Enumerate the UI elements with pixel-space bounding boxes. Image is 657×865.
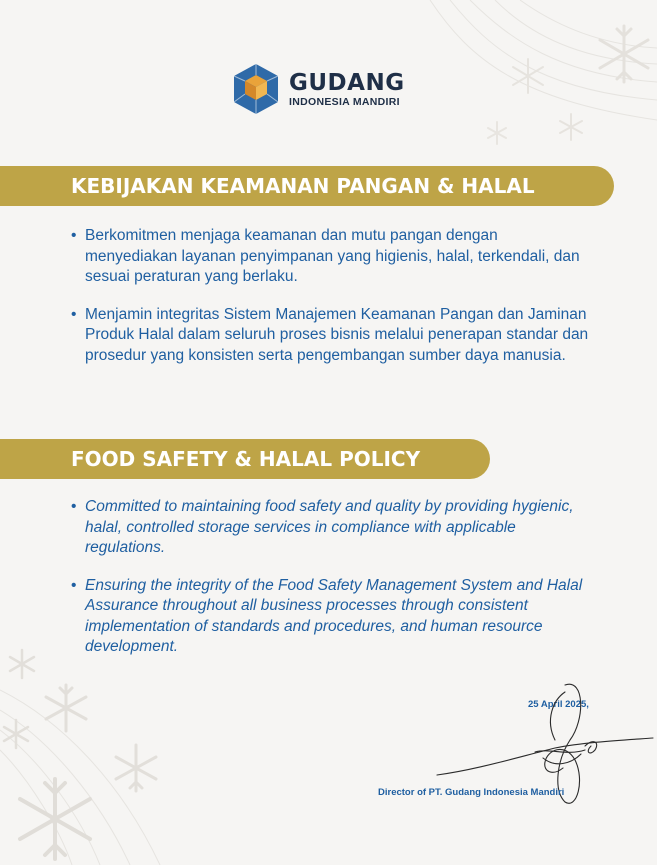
brand-name: GUDANG [289,69,405,96]
snowflake-icon [110,742,162,794]
list-item-text: Menjamin integritas Sistem Manajemen Keamanan Pangan dan Jaminan Produk Halal dalam seluruh proses bisnis melalui penerapan standar dan prosedur yang konsisten serta pengembangan sumber daya manusia. [85,305,589,364]
snowflake-icon [6,648,38,680]
snowflake-icon [556,112,586,142]
signatory-title: Director of PT. Gudang Indonesia Mandiri [378,787,565,798]
snowflake-icon [508,56,548,96]
snowflake-icon [0,718,32,750]
snowflake-icon [40,682,92,734]
bullet-icon: • [71,498,77,515]
bullet-icon: • [71,576,77,594]
list-item [71,305,591,367]
logo-cube-icon [233,63,279,115]
section-heading-indonesian: KEBIJAKAN KEAMANAN PANGAN & HALAL [0,166,614,206]
list-item [71,226,591,288]
list-item [71,497,591,559]
bullet-icon: • [71,227,77,244]
policy-list-indonesian [71,226,591,383]
snowflake-icon [484,120,510,146]
list-item-text: Berkomitmen menjaga keamanan dan mutu pangan dengan menyediakan layanan penyimpanan yang higienis, halal, terkendali, dan sesuai peraturan yang berlaku. [85,227,580,285]
section-heading-english: FOOD SAFETY & HALAL POLICY [0,439,490,479]
brand-subtitle: INDONESIA MANDIRI [289,95,400,108]
signature-date: 25 April 2025, [528,699,589,710]
list-item-text: Ensuring the integrity of the Food Safety Management System and Halal Assurance throughout all business processes through consistent implementation of standards and procedures, and human resource development. [85,576,583,655]
snowflake-icon [592,22,656,86]
list-item [71,576,591,658]
snowflake-icon [10,774,100,864]
policy-list-english [71,497,591,675]
bullet-icon: • [71,305,77,323]
company-logo [233,63,405,115]
list-item-text: Committed to maintaining food safety and quality by providing hygienic, halal, controlled storage services in compliance with applicable regulations. [85,498,574,556]
